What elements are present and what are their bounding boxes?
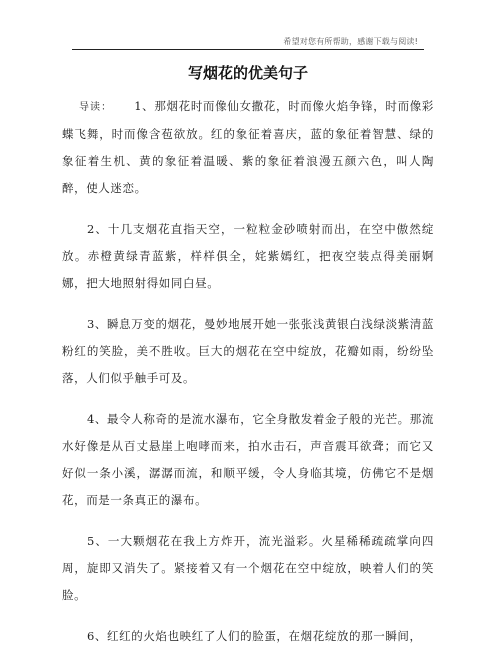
paragraph-6: 6、红红的火焰也映红了人们的脸蛋，在烟花绽放的那一瞬间， [87, 629, 422, 643]
paragraph-2: 2、十几支烟花直指天空，一粒粒金砂喷射而出，在空中傲然绽放。赤橙黄绿青蓝紫，样样俱全，姹紫嫣红，把夜空装点得美丽婀娜，把大地照射得如同白昼。 [62, 222, 434, 290]
header-divider [72, 49, 424, 50]
paragraph-1-text: 1、那烟花时而像仙女撒花，时而像火焰争锋，时而像彩蝶飞舞，时而像含苞欲放。红的象征着喜庆，蓝的象征着智慧、绿的象征着生机、黄的象征着温暖、紫的象征着浪漫五颜六色，叫人陶醉，使人迷恋。 [62, 99, 434, 195]
header-banner: 希望对您有所帮助，感谢下载与阅读! [283, 37, 418, 46]
document-title: 写烟花的优美句子 [187, 64, 308, 82]
guide-label: 导读： [79, 102, 113, 113]
document-body [62, 93, 434, 650]
paragraph-1 [62, 93, 434, 202]
paragraph-4: 4、最令人称奇的是流水瀑布，它全身散发着金子般的光芒。那流水好像是从百丈悬崖上咆哮而来，拍水击石，声音震耳欲聋；而它又好似一条小溪，潺潺而流，和顺平缓，令人身临其境，仿佛它不是烟花，而是一条真正的瀑布。 [62, 412, 434, 507]
paragraph-3: 3、瞬息万变的烟花，曼妙地展开她一张张浅黄银白浅绿淡紫清蓝粉红的笑脸，美不胜收。巨大的烟花在空中绽放，花瓣如雨，纷纷坠落，人们似乎触手可及。 [62, 317, 434, 385]
paragraph-5: 5、一大颗烟花在我上方炸开，流光溢彩。火星稀稀疏疏掌向四周，旋即又消失了。紧接着又有一个烟花在空中绽放，映着人们的笑脸。 [62, 534, 434, 602]
